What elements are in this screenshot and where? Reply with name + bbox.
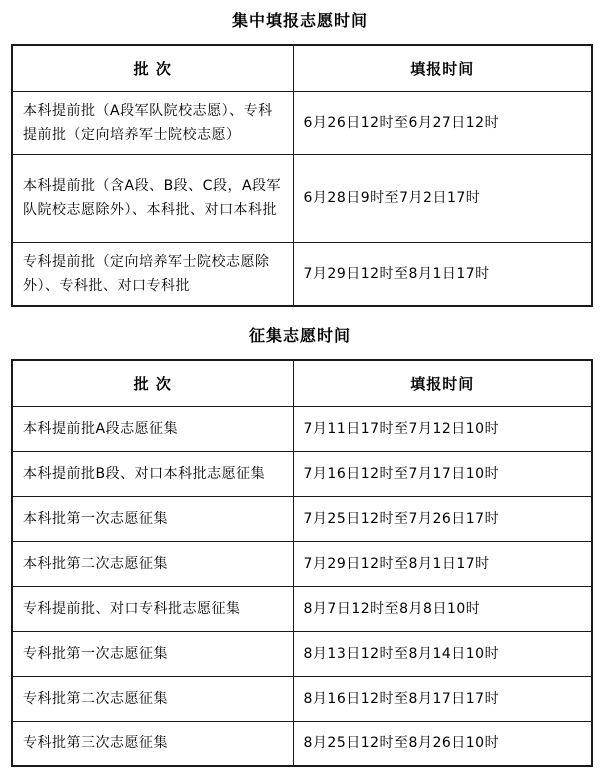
batch-cell: 专科提前批（定向培养军士院校志愿除外）、专科批、对口专科批 [12,242,293,306]
supplementary-schedule-title: 征集志愿时间 [248,326,351,345]
table-row [12,242,592,306]
table-row [12,154,592,242]
table-header-row [12,45,592,91]
time-cell: 7月16日12时至7月17日10时 [293,451,592,496]
time-cell: 8月7日12时至8月8日10时 [293,586,592,631]
batch-column-header: 批 次 [12,360,293,406]
time-cell: 6月28日9时至7月2日17时 [293,154,592,242]
batch-cell: 本科提前批（含A段、B段、C段，A段军队院校志愿除外）、本科批、对口本科批 [12,154,293,242]
batch-cell: 本科批第一次志愿征集 [12,496,293,541]
table-row [12,586,592,631]
batch-cell: 专科批第一次志愿征集 [12,631,293,676]
batch-cell: 专科批第二次志愿征集 [12,676,293,721]
time-cell: 7月29日12时至8月1日17时 [293,242,592,306]
batch-cell: 专科提前批、对口专科批志愿征集 [12,586,293,631]
time-column-header: 填报时间 [293,45,592,91]
table-header-row [12,360,592,406]
time-cell: 6月26日12时至6月27日12时 [293,91,592,154]
batch-cell: 本科提前批A段志愿征集 [12,406,293,451]
time-cell: 7月11日17时至7月12日10时 [293,406,592,451]
batch-cell: 本科批第二次志愿征集 [12,541,293,586]
time-column-header: 填报时间 [293,360,592,406]
time-cell: 8月25日12时至8月26日10时 [293,721,592,766]
batch-column-header: 批 次 [12,45,293,91]
time-cell: 7月29日12时至8月1日17时 [293,541,592,586]
batch-cell: 专科批第三次志愿征集 [12,721,293,766]
batch-cell: 本科提前批B段、对口本科批志愿征集 [12,451,293,496]
table-row [12,721,592,766]
table-row [12,496,592,541]
supplementary-schedule-table [11,359,593,767]
batch-cell: 本科提前批（A段军队院校志愿）、专科提前批（定向培养军士院校志愿） [12,91,293,154]
table-row [12,91,592,154]
table-row [12,631,592,676]
time-cell: 8月16日12时至8月17日17时 [293,676,592,721]
centralized-schedule-title: 集中填报志愿时间 [231,11,368,30]
time-cell: 8月13日12时至8月14日10时 [293,631,592,676]
centralized-schedule-table [11,44,593,307]
table-row [12,451,592,496]
table-row [12,676,592,721]
table-row [12,406,592,451]
table-row [12,541,592,586]
time-cell: 7月25日12时至7月26日17时 [293,496,592,541]
